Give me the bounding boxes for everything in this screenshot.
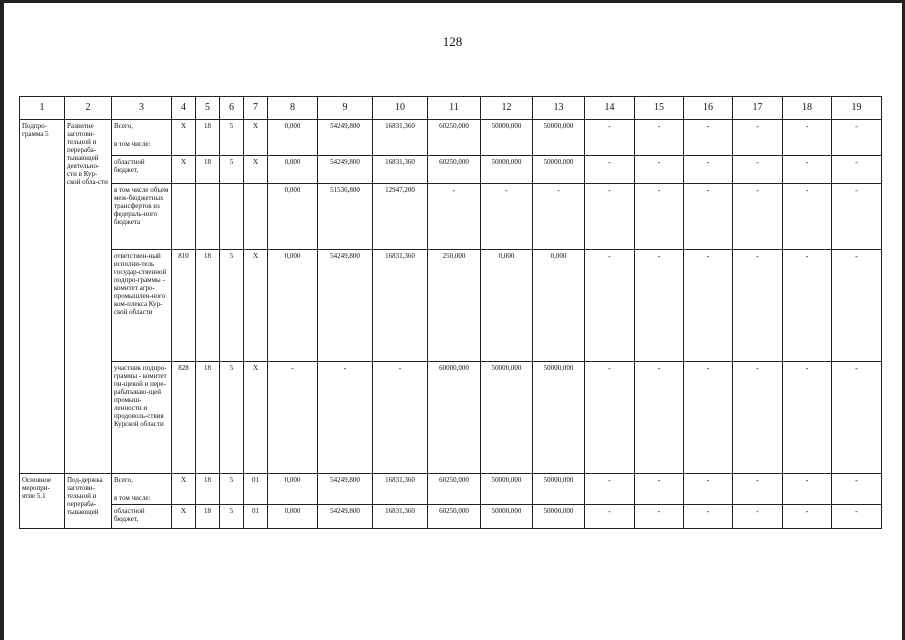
funding-source-sublabel: в том числе: <box>114 140 151 149</box>
code-cell <box>220 184 244 250</box>
value-cell: - <box>684 474 733 505</box>
value-cell: 16831,360 <box>373 156 428 184</box>
value-cell: - <box>684 362 733 474</box>
column-number-cell: 6 <box>220 97 244 120</box>
value-cell: - <box>783 474 832 505</box>
subprogram-code-cell: Подпро-грамма 5 <box>20 120 65 474</box>
main_activity-name-cell: Под-держка заготови-тельной и перераба-тывающей <box>65 474 112 529</box>
value-cell: - <box>635 250 684 362</box>
code-cell: 18 <box>196 362 220 474</box>
value-cell: 50000,000 <box>481 120 533 156</box>
funding-source-sublabel: в том числе: <box>114 494 151 503</box>
value-cell: 0,000 <box>533 250 585 362</box>
value-cell: 16831,360 <box>373 474 428 505</box>
funding-source-label: ответствен-ный исполни-тель государ-ственной подпро-граммы - комитет агро-промышлен-ного ком-плекса Кур-ской области <box>114 252 167 317</box>
column-number-cell: 3 <box>112 97 172 120</box>
code-cell: X <box>244 156 268 184</box>
value-cell: - <box>832 120 882 156</box>
code-cell: 01 <box>244 474 268 505</box>
value-cell: - <box>635 362 684 474</box>
value-cell: - <box>635 474 684 505</box>
value-cell: - <box>585 184 635 250</box>
value-cell: 54249,800 <box>318 474 373 505</box>
value-cell: - <box>635 120 684 156</box>
funding-source-label: Всего, <box>114 122 133 130</box>
column-number-cell: 8 <box>268 97 318 120</box>
code-cell <box>244 184 268 250</box>
funding-source-cell <box>112 250 172 362</box>
value-cell: - <box>585 505 635 529</box>
value-cell: 16831,360 <box>373 250 428 362</box>
column-number-cell: 18 <box>783 97 832 120</box>
code-cell: 18 <box>196 505 220 529</box>
value-cell: - <box>733 120 783 156</box>
funding-source-label: Всего, <box>114 476 133 484</box>
value-cell: - <box>684 505 733 529</box>
value-cell: - <box>318 362 373 474</box>
code-cell: X <box>172 474 196 505</box>
value-cell: 0,000 <box>268 505 318 529</box>
value-cell: - <box>533 184 585 250</box>
code-cell: 18 <box>196 250 220 362</box>
value-cell: - <box>832 362 882 474</box>
value-cell: - <box>832 156 882 184</box>
value-cell: - <box>585 156 635 184</box>
value-cell: - <box>635 156 684 184</box>
value-cell: - <box>783 120 832 156</box>
code-cell: 5 <box>220 156 244 184</box>
value-cell: - <box>783 184 832 250</box>
value-cell: 50000,000 <box>481 156 533 184</box>
code-cell: X <box>244 362 268 474</box>
code-cell: 810 <box>172 250 196 362</box>
code-cell: 5 <box>220 474 244 505</box>
code-cell: 5 <box>220 362 244 474</box>
value-cell: - <box>733 184 783 250</box>
table-row <box>20 184 882 250</box>
code-cell: X <box>172 120 196 156</box>
value-cell: - <box>733 250 783 362</box>
column-number-cell: 13 <box>533 97 585 120</box>
funding-source-cell <box>112 474 172 505</box>
funding-source-label: областной бюджет, <box>114 507 145 524</box>
funding-source-cell <box>112 362 172 474</box>
table-row <box>20 362 882 474</box>
code-cell: X <box>244 120 268 156</box>
funding-source-label: областной бюджет, <box>114 158 145 175</box>
code-cell: 18 <box>196 120 220 156</box>
value-cell: 50000,000 <box>481 362 533 474</box>
value-cell: 50000,000 <box>533 474 585 505</box>
column-number-cell: 2 <box>65 97 112 120</box>
budget-table <box>19 96 882 529</box>
funding-source-cell <box>112 505 172 529</box>
value-cell: 12947,200 <box>373 184 428 250</box>
value-cell: 50000,000 <box>533 156 585 184</box>
funding-source-cell <box>112 184 172 250</box>
funding-source-cell <box>112 120 172 156</box>
value-cell: - <box>733 156 783 184</box>
column-number-cell: 17 <box>733 97 783 120</box>
code-cell <box>196 184 220 250</box>
funding-source-label: в том числе объем меж-бюджетных трансфертов из федераль-ного бюджета <box>114 186 169 227</box>
value-cell: - <box>585 120 635 156</box>
value-cell: - <box>783 505 832 529</box>
column-number-cell: 5 <box>196 97 220 120</box>
column-number-cell: 7 <box>244 97 268 120</box>
value-cell: - <box>585 474 635 505</box>
code-cell: 18 <box>196 156 220 184</box>
value-cell: 51536,800 <box>318 184 373 250</box>
column-number-cell: 4 <box>172 97 196 120</box>
scan-border-top <box>0 0 905 3</box>
value-cell: - <box>733 362 783 474</box>
value-cell: - <box>783 362 832 474</box>
value-cell: - <box>635 505 684 529</box>
value-cell: 50000,000 <box>481 474 533 505</box>
funding-source-label: участник подпро-граммы - комитет пи-щевой и пере-рабатываю-щей промыш-ленности и продоволь-ствия Курской области <box>114 364 167 429</box>
column-number-row <box>20 97 882 120</box>
value-cell: - <box>832 250 882 362</box>
code-cell: X <box>244 250 268 362</box>
value-cell: - <box>783 156 832 184</box>
value-cell: 60000,000 <box>428 362 481 474</box>
code-cell <box>172 184 196 250</box>
value-cell: 0,000 <box>268 120 318 156</box>
value-cell: 250,000 <box>428 250 481 362</box>
value-cell: 0,000 <box>481 250 533 362</box>
value-cell: - <box>684 120 733 156</box>
code-cell: 18 <box>196 474 220 505</box>
code-cell: X <box>172 156 196 184</box>
column-number-cell: 9 <box>318 97 373 120</box>
value-cell: - <box>481 184 533 250</box>
value-cell: 50000,000 <box>533 362 585 474</box>
value-cell: - <box>635 184 684 250</box>
table-row <box>20 120 882 156</box>
value-cell: - <box>832 505 882 529</box>
code-cell: X <box>172 505 196 529</box>
value-cell: - <box>373 362 428 474</box>
column-number-cell: 12 <box>481 97 533 120</box>
page-number: 128 <box>442 34 463 49</box>
table-row <box>20 156 882 184</box>
column-number-cell: 14 <box>585 97 635 120</box>
value-cell: 54249,800 <box>318 156 373 184</box>
value-cell: 0,000 <box>268 474 318 505</box>
column-number-cell: 10 <box>373 97 428 120</box>
value-cell: - <box>585 250 635 362</box>
value-cell: 60250,000 <box>428 120 481 156</box>
value-cell: - <box>832 184 882 250</box>
value-cell: - <box>684 250 733 362</box>
code-cell: 828 <box>172 362 196 474</box>
value-cell: 16831,360 <box>373 505 428 529</box>
value-cell: 50000,000 <box>533 120 585 156</box>
table-row <box>20 474 882 505</box>
main_activity-code-cell: Основное меропри-ятие 5.1 <box>20 474 65 529</box>
column-number-cell: 19 <box>832 97 882 120</box>
value-cell: 50000,000 <box>533 505 585 529</box>
value-cell: - <box>733 505 783 529</box>
value-cell: 54249,800 <box>318 120 373 156</box>
value-cell: 60250,000 <box>428 505 481 529</box>
value-cell: - <box>428 184 481 250</box>
subprogram-name-cell: Развитие заготови-тельной и перераба-тывающей деятельно-сти в Кур-ской обла-сти <box>65 120 112 474</box>
value-cell: - <box>733 474 783 505</box>
table-row <box>20 250 882 362</box>
code-cell: 5 <box>220 505 244 529</box>
value-cell: 60250,000 <box>428 474 481 505</box>
scan-border-left <box>0 0 4 640</box>
value-cell: 16831,360 <box>373 120 428 156</box>
value-cell: - <box>684 184 733 250</box>
code-cell: 5 <box>220 250 244 362</box>
code-cell: 01 <box>244 505 268 529</box>
code-cell: 5 <box>220 120 244 156</box>
funding-source-cell <box>112 156 172 184</box>
value-cell: 54249,800 <box>318 250 373 362</box>
column-number-cell: 16 <box>684 97 733 120</box>
value-cell: - <box>268 362 318 474</box>
value-cell: - <box>832 474 882 505</box>
column-number-cell: 15 <box>635 97 684 120</box>
value-cell: - <box>585 362 635 474</box>
value-cell: 0,000 <box>268 250 318 362</box>
value-cell: - <box>684 156 733 184</box>
column-number-cell: 11 <box>428 97 481 120</box>
table-row <box>20 505 882 529</box>
column-number-cell: 1 <box>20 97 65 120</box>
value-cell: 50000,000 <box>481 505 533 529</box>
value-cell: 0,000 <box>268 184 318 250</box>
value-cell: 60250,000 <box>428 156 481 184</box>
value-cell: 54249,800 <box>318 505 373 529</box>
value-cell: - <box>783 250 832 362</box>
value-cell: 0,000 <box>268 156 318 184</box>
